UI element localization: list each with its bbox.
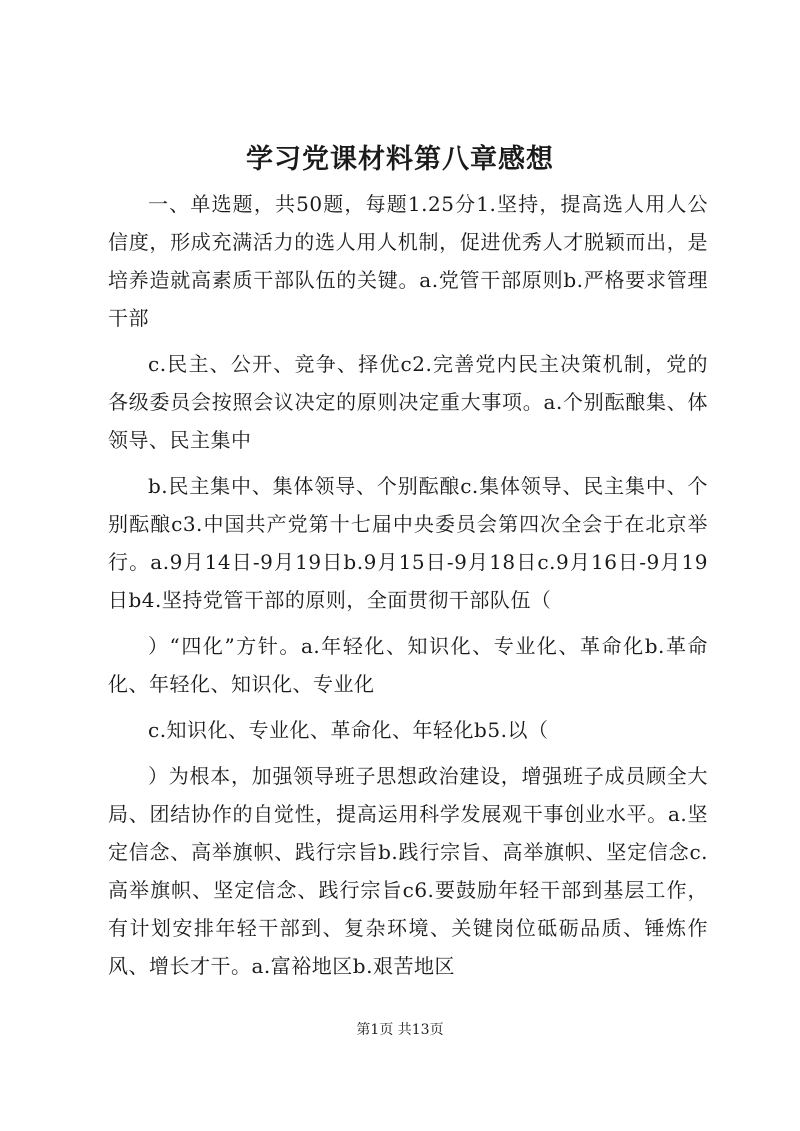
document-body	[108, 185, 708, 993]
paragraph: c.民主、公开、竞争、择优c2.完善党内民主决策机制，党的各级委员会按照会议决定的原则决定重大事项。a.个别酝酿集、体领导、民主集中	[108, 352, 708, 452]
document-title: 学习党课材料第八章感想	[246, 144, 554, 175]
paragraph: ）为根本，加强领导班子思想政治建设，增强班子成员顾全大局、团结协作的自觉性，提高运用科学发展观干事创业水平。a.坚定信念、高举旗帜、践行宗旨b.践行宗旨、高举旗帜、坚定信念c.高举旗帜、坚定信念、践行宗旨c6.要鼓励年轻干部到基层工作，有计划安排年轻干部到、复杂环境、关键岗位砥砺品质、锤炼作风、增长才干。a.富裕地区b.艰苦地区	[108, 764, 708, 978]
paragraph: c.知识化、专业化、革命化、年轻化b5.以（	[148, 718, 549, 742]
paragraph: 一、单选题，共50题，每题1.25分1.坚持，提高选人用人公信度，形成充满活力的选人用人机制，促进优秀人才脱颖而出，是培养造就高素质干部队伍的关键。a.党管干部原则b.严格要求管理干部	[108, 192, 708, 330]
paragraph: b.民主集中、集体领导、个别酝酿c.集体领导、民主集中、个别酝酿c3.中国共产党第十七届中央委员会第四次全会于在北京举行。a.9月14日-9月19日b.9月15日-9月18日c.9月16日-9月19日b4.坚持党管干部的原则，全面贯彻干部队伍（	[108, 474, 708, 612]
page-footer: 第1页 共13页	[356, 1022, 444, 1038]
paragraph: ）“四化”方针。a.年轻化、知识化、专业化、革命化b.革命化、年轻化、知识化、专业化	[108, 634, 708, 696]
